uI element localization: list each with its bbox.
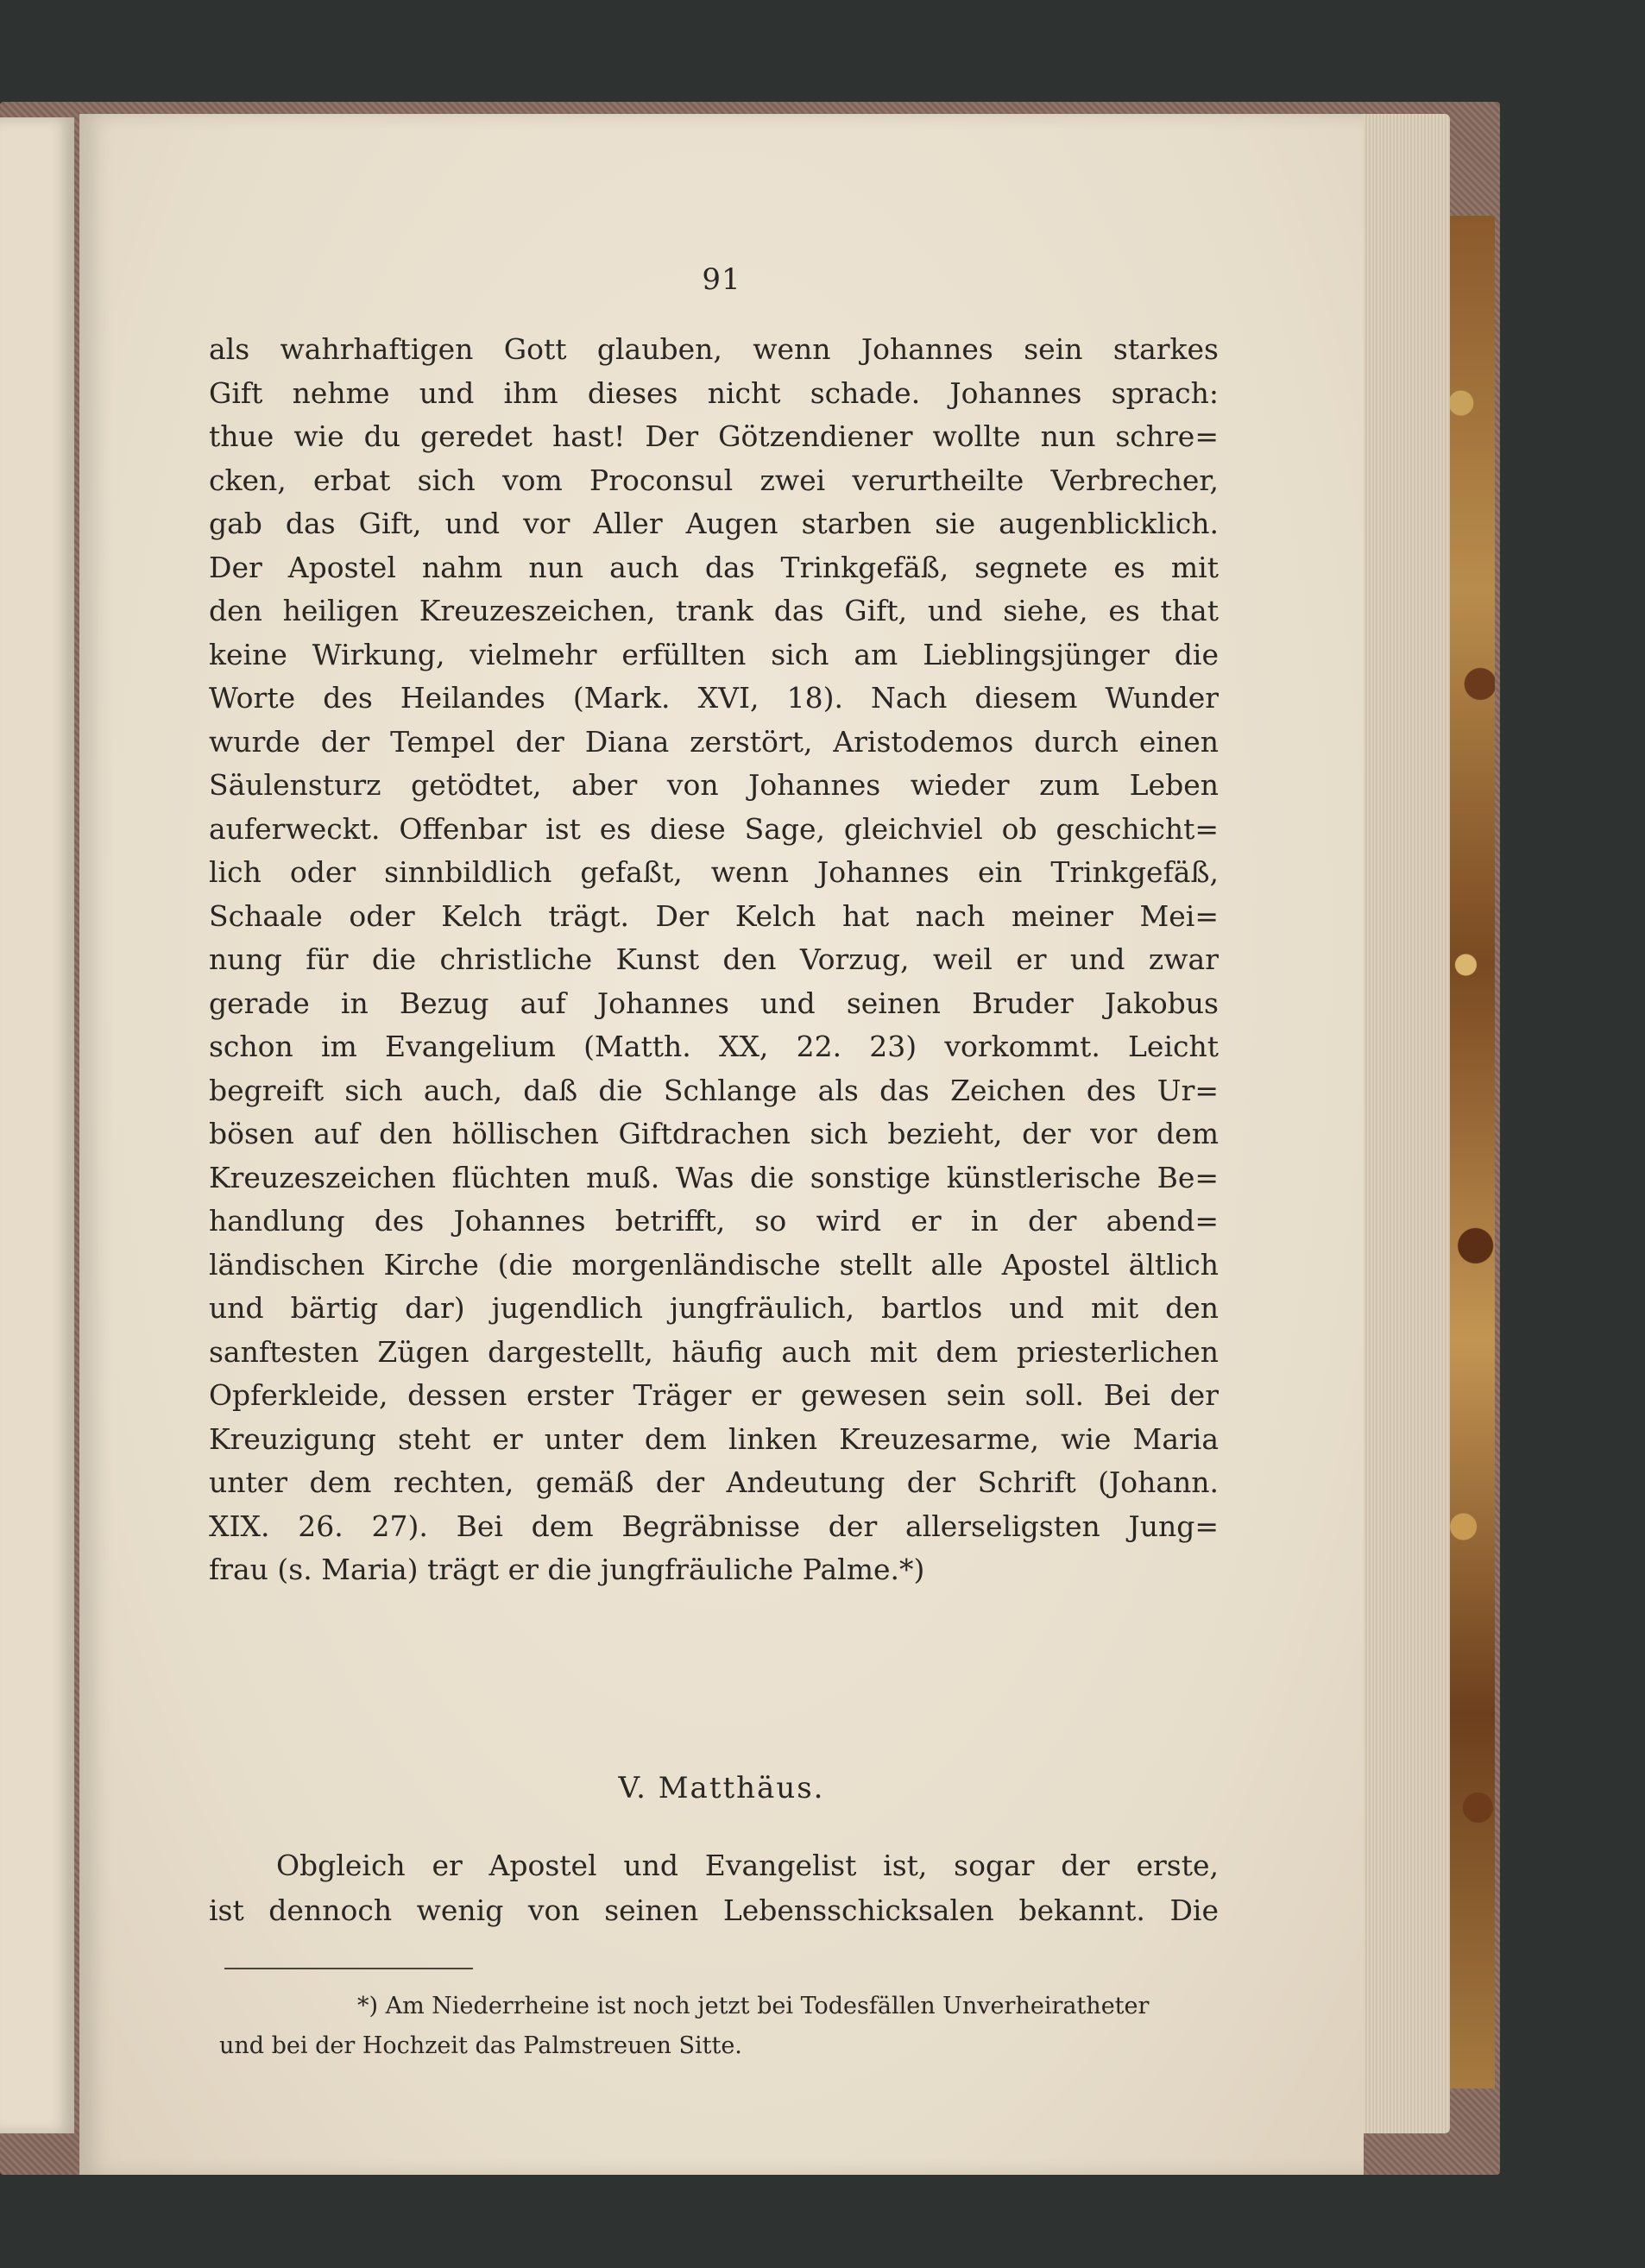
footnote-line: und bei der Hochzeit das Palmstreuen Sitte. <box>219 2032 742 2059</box>
text-line: unter dem rechten, gemäß der Andeutung der Schrift (Johann. <box>209 1465 1219 1499</box>
text-line: handlung des Johannes betrifft, so wird er in der abend= <box>209 1204 1219 1238</box>
section-heading: V. Matthäus. <box>618 1771 825 1805</box>
footnotes <box>209 1987 1219 2066</box>
text-line: ländischen Kirche (die morgenländische stellt alle Apostel ältlich <box>209 1247 1219 1282</box>
left-page <box>0 117 74 2133</box>
text-line: Gift nehme und ihm dieses nicht schade. Johannes sprach: <box>209 375 1219 410</box>
footnote-divider <box>224 1968 473 1969</box>
text-line: thue wie du geredet hast! Der Götzendiener wollte nun schre= <box>209 419 1219 453</box>
text-line: wurde der Tempel der Diana zerstört, Aristodemos durch einen <box>209 724 1219 759</box>
text-line: Obgleich er Apostel und Evangelist ist, sogar der erste, <box>276 1849 1219 1882</box>
text-line: Opferkleide, dessen erster Träger er gewesen sein soll. Bei der <box>209 1378 1219 1412</box>
text-line: Säulensturz getödtet, aber von Johannes wieder zum Leben <box>209 768 1219 802</box>
body-text <box>209 328 1219 1592</box>
right-page <box>79 114 1364 2175</box>
text-line: begreift sich auch, daß die Schlange als das Zeichen des Ur= <box>209 1073 1219 1107</box>
text-line: den heiligen Kreuzeszeichen, trank das Gift, und siehe, es that <box>209 594 1219 627</box>
text-line: Worte des Heilandes (Mark. XVI, 18). Nach diesem Wunder <box>209 681 1219 715</box>
text-line: keine Wirkung, vielmehr erfüllten sich am Lieblingsjünger die <box>209 637 1219 671</box>
page-number: 91 <box>702 262 741 297</box>
text-line: bösen auf den höllischen Giftdrachen sich bezieht, der vor dem <box>209 1117 1219 1150</box>
text-line: sanftesten Zügen dargestellt, häufig auch mit dem priesterlichen <box>209 1334 1219 1369</box>
text-line: auferweckt. Offenbar ist es diese Sage, gleichviel ob geschicht= <box>209 811 1219 846</box>
text-line: als wahrhaftigen Gott glauben, wenn Johannes sein starkes <box>209 332 1219 366</box>
text-line: Der Apostel nahm nun auch das Trinkgefäß, segnete es mit <box>209 550 1219 584</box>
text-line: gerade in Bezug auf Johannes und seinen Bruder Jakobus <box>209 986 1219 1020</box>
text-line: gab das Gift, und vor Aller Augen starben sie augenblicklich. <box>209 507 1219 540</box>
text-line: schon im Evangelium (Matth. XX, 22. 23) vorkommt. Leicht <box>209 1030 1219 1063</box>
section-text <box>209 1843 1219 1933</box>
text-line: XIX. 26. 27). Bei dem Begräbnisse der allerseligsten Jung= <box>209 1509 1219 1543</box>
text-line: Kreuzigung steht er unter dem linken Kreuzesarme, wie Maria <box>209 1421 1219 1456</box>
text-line: nung für die christliche Kunst den Vorzug, weil er und zwar <box>209 942 1219 976</box>
text-line: ist dennoch wenig von seinen Lebensschicksalen bekannt. Die <box>209 1893 1219 1927</box>
footnote-line: *) Am Niederrheine ist noch jetzt bei Todesfällen Unverheiratheter <box>357 1993 1150 2019</box>
text-line: cken, erbat sich vom Proconsul zwei verurtheilte Verbrecher, <box>209 463 1219 497</box>
text-line: und bärtig dar) jugendlich jungfräulich, bartlos und mit den <box>209 1291 1219 1325</box>
text-line: Kreuzeszeichen flüchten muß. Was die sonstige künstlerische Be= <box>209 1160 1219 1194</box>
marbled-edge <box>1446 216 1495 2088</box>
text-line: Schaale oder Kelch trägt. Der Kelch hat nach meiner Mei= <box>209 898 1219 933</box>
text-line: lich oder sinnbildlich gefaßt, wenn Johannes ein Trinkgefäß, <box>209 855 1219 889</box>
text-line: frau (s. Maria) trägt er die jungfräuliche Palme.*) <box>209 1553 925 1586</box>
